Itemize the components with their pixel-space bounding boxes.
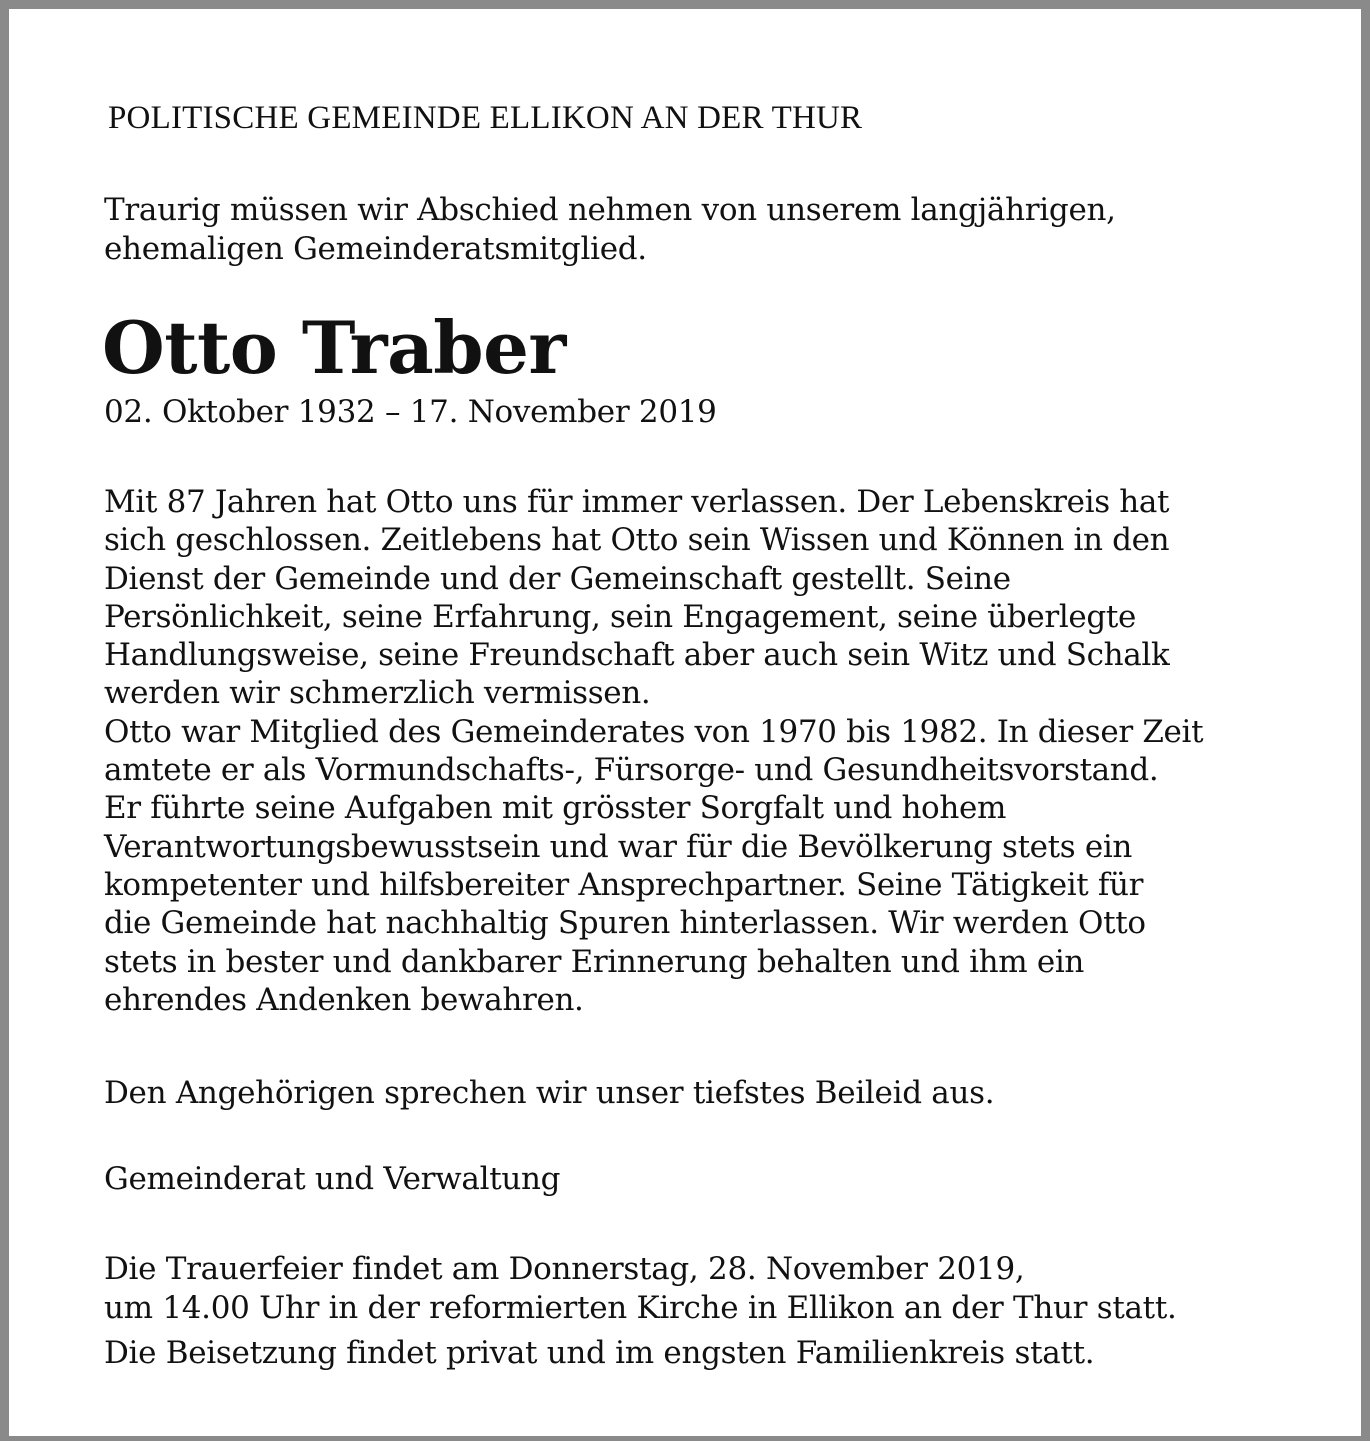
tribute-line: Otto war Mitglied des Gemeinderates von 1970 bis 1982. In dieser Zeit xyxy=(104,713,1204,750)
intro-line: Traurig müssen wir Abschied nehmen von unserem langjährigen, xyxy=(104,192,1116,228)
condolence-text: Den Angehörigen sprechen wir unser tiefstes Beileid aus. xyxy=(104,1075,995,1111)
tribute-line: Persönlichkeit, seine Erfahrung, sein Engagement, seine überlegte xyxy=(104,598,1136,635)
tribute-line: Mit 87 Jahren hat Otto uns für immer verlassen. Der Lebenskreis hat xyxy=(104,484,1170,520)
tribute-line: werden wir schmerzlich vermissen. xyxy=(104,675,651,712)
tribute-line: stets in bester und dankbarer Erinnerung behalten und ihm ein xyxy=(104,943,1085,980)
burial-info: Die Beisetzung findet privat und im engsten Familienkreis statt. xyxy=(104,1335,1095,1371)
tribute-line: Handlungsweise, seine Freundschaft aber auch sein Witz und Schalk xyxy=(104,637,1170,674)
signature: Gemeinderat und Verwaltung xyxy=(104,1161,561,1197)
life-dates: 02. Oktober 1932 – 17. November 2019 xyxy=(104,394,717,430)
tribute-line: Dienst der Gemeinde und der Gemeinschaft gestellt. Seine xyxy=(104,560,1011,597)
tribute-text xyxy=(104,483,1203,1019)
tribute-line: Er führte seine Aufgaben mit grösster Sorgfalt und hohem xyxy=(104,790,1007,827)
tribute-line: Verantwortungsbewusstsein und war für die Bevölkerung stets ein xyxy=(104,828,1133,865)
tribute-line: die Gemeinde hat nachhaltig Spuren hinterlassen. Wir werden Otto xyxy=(104,905,1146,942)
funeral-info xyxy=(104,1250,1177,1328)
tribute-line: amtete er als Vormundschafts-, Fürsorge- und Gesundheitsvorstand. xyxy=(104,752,1159,789)
municipality-name: POLITISCHE GEMEINDE ELLIKON AN DER THUR xyxy=(108,100,863,136)
tribute-line: kompetenter und hilfsbereiter Ansprechpartner. Seine Tätigkeit für xyxy=(104,866,1144,903)
intro-text xyxy=(104,191,1116,269)
tribute-line: sich geschlossen. Zeitlebens hat Otto sein Wissen und Können in den xyxy=(104,522,1170,559)
deceased-name: Otto Traber xyxy=(102,305,566,390)
tribute-line: ehrendes Andenken bewahren. xyxy=(104,981,584,1018)
funeral-line: Die Trauerfeier findet am Donnerstag, 28. November 2019, xyxy=(104,1251,1025,1287)
funeral-line: um 14.00 Uhr in der reformierten Kirche in Ellikon an der Thur statt. xyxy=(104,1290,1177,1326)
intro-line: ehemaligen Gemeinderatsmitglied. xyxy=(104,231,647,267)
